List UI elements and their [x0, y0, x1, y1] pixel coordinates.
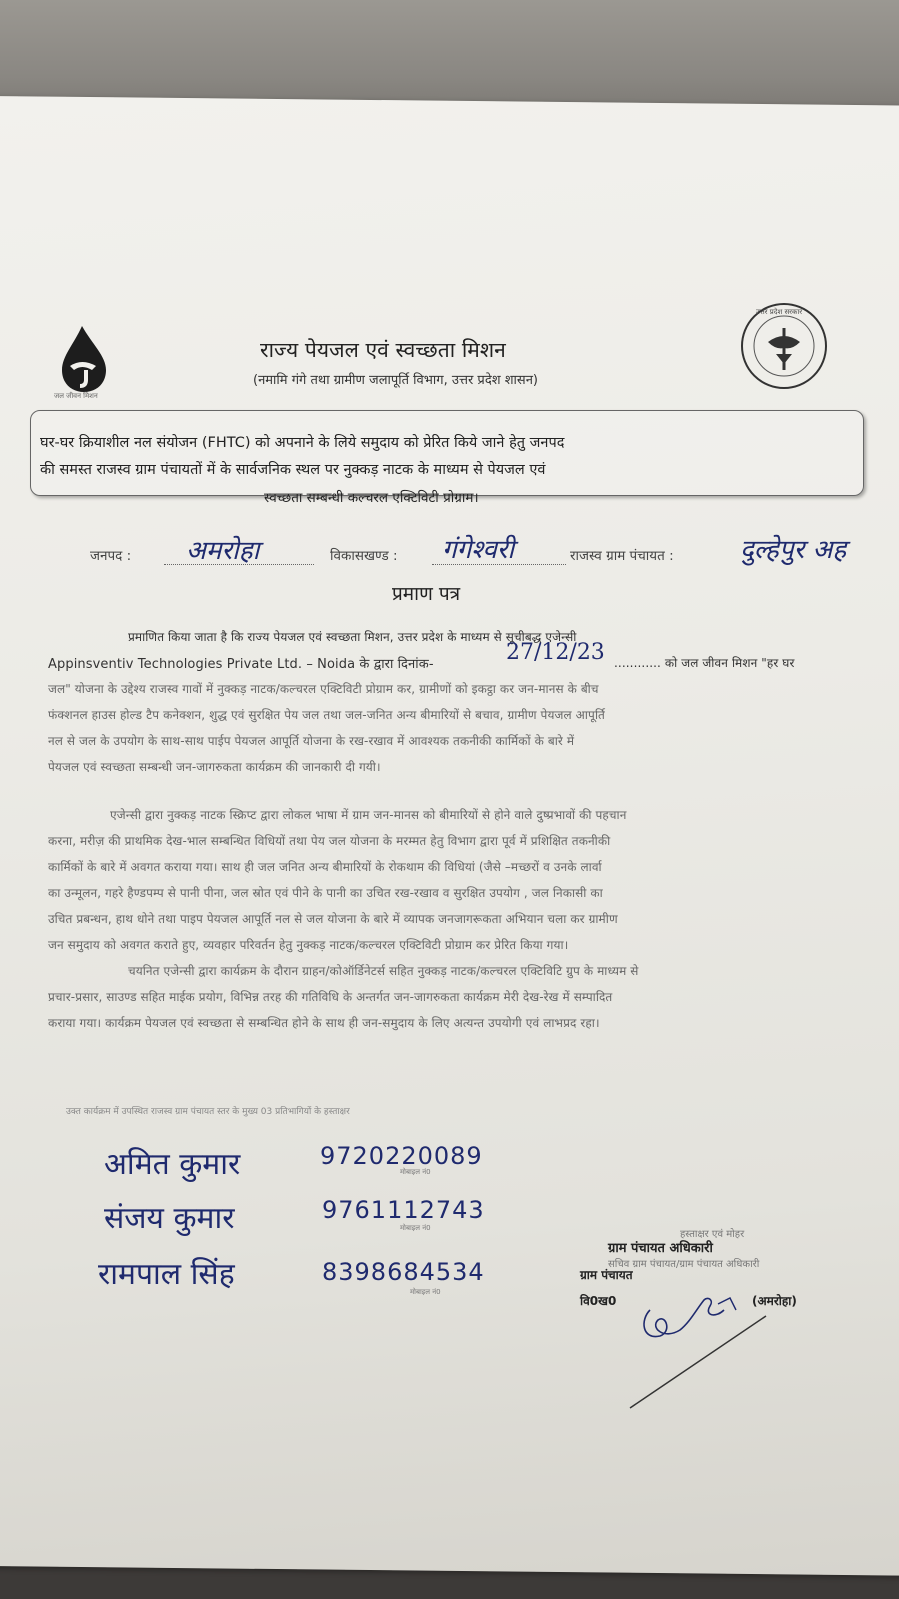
para2-line-2: करना, मरीज़ की प्राथमिक देख-भाल सम्बन्धित विधियों तथा पेय जल योजना के मरम्मत हेतु विभाग द्वारा पूर्व में प्रशिक्षित तकनीकी: [48, 834, 611, 848]
banner-line-3: स्वच्छता सम्बन्धी कल्चरल एक्टिविटी प्रोग्राम।: [264, 490, 479, 506]
block-label: विकासखण्ड :: [330, 548, 398, 564]
certificate-title: प्रमाण पत्र: [392, 583, 461, 605]
para1-line-2a: Appinsventiv Technologies Private Ltd. – Noida के द्वारा दिनांक-: [48, 657, 434, 672]
district-value: अमरोहा: [186, 536, 260, 566]
jal-jeevan-mission-logo: [52, 322, 122, 402]
banner-line-2: की समस्त राजस्व ग्राम पंचायतों में के सार्वजनिक स्थल पर नुक्कड़ नाटक के माध्यम से पेयजल एवं: [40, 462, 546, 478]
mission-subtitle: (नमामि गंगे तथा ग्रामीण जलापूर्ति विभाग, उत्तर प्रदेश शासन): [253, 373, 538, 388]
banner-line-1: घर-घर क्रियाशील नल संयोजन (FHTC) को अपनाने के लिये समुदाय को प्रेरित किये जाने हेतु जनपद: [40, 435, 565, 451]
participant-3-phone: 8398684534: [322, 1258, 485, 1286]
para2-line-4: का उन्मूलन, गहरे हैण्डपम्प से पानी पीना, जल स्रोत एवं पीने के पानी का उचित रख-रखाव व सुरक्षित उपयोग , जल निकासी का: [48, 886, 603, 900]
signature-caption: हस्ताक्षर एवं मोहर: [680, 1229, 745, 1240]
para1-line-5: नल से जल के उपयोग के साथ-साथ पाईप पेयजल आपूर्ति योजना के रख-रखाव में आवश्यक तकनीकी कार्मिकों के बारे में: [48, 734, 575, 748]
para1-line-2b: ............ को जल जीवन मिशन "हर घर: [614, 656, 795, 670]
para1-line-3: जल" योजना के उद्देश्य राजस्व गावों में नुक्कड़ नाटक/कल्चरल एक्टिविटी प्रोग्राम कर, ग्रामीणों को इकट्ठा कर जन-मानस के बीच: [48, 682, 599, 696]
participant-1-phone: 9720220089: [320, 1142, 483, 1170]
background-top: [0, 0, 899, 110]
logo-caption: जल जीवन मिशन: [54, 392, 98, 400]
participant-3-name: रामपाल सिंह: [98, 1257, 235, 1292]
para2-line-5: उचित प्रबन्धन, हाथ धोने तथा पाइप पेयजल आपूर्ति नल से जल योजना के बारे में व्यापक जनजागरूकता अभियान चला कर ग्रामीण: [48, 912, 618, 926]
para1-line-1: प्रमाणित किया जाता है कि राज्य पेयजल एवं स्वच्छता मिशन, उत्तर प्रदेश के माध्यम से सूचीबद्ध एजेन्सी: [128, 630, 577, 644]
para1-line-4: फंक्शनल हाउस होल्ड टैप कनेक्शन, शुद्ध एवं सुरक्षित पेय जल तथा जल-जनित अन्य बीमारियों से बचाव, ग्रामीण पेयजल आपूर्ति: [48, 708, 606, 722]
program-banner: [30, 410, 864, 496]
stamp-line-3: वि0ख0: [580, 1294, 617, 1308]
stamp-line-1: ग्राम पंचायत अधिकारी: [608, 1241, 713, 1256]
para2-line-3: कार्मिकों के बारे में अवगत कराया गया। साथ ही जल जनित अन्य बीमारियों के रोकथाम की विधियां (जैसे –मच्छरों व उनके लार्वा: [48, 860, 602, 874]
gram-panchayat-value: दुल्हेपुर अह: [740, 535, 847, 565]
up-govt-emblem: [738, 300, 830, 392]
officer-signature: [620, 1270, 780, 1410]
participant-1-phone-label: मोबाइल नं0: [400, 1168, 431, 1176]
gram-panchayat-label: राजस्व ग्राम पंचायत :: [570, 548, 674, 564]
district-label: जनपद :: [90, 548, 132, 564]
participant-3-phone-label: मोबाइल नं0: [410, 1288, 441, 1296]
participant-2-phone-label: मोबाइल नं0: [400, 1224, 431, 1232]
para1-line-6: पेयजल एवं स्वच्छता सम्बन्धी जन-जागरुकता कार्यक्रम की जानकारी दी गयी।: [48, 760, 381, 774]
participants-note: उक्त कार्यक्रम में उपस्थित राजस्व ग्राम पंचायत स्तर के मुख्य 03 प्रतिभागियों के हस्ताक्षर: [66, 1107, 350, 1117]
program-date: 27/12/23: [506, 640, 605, 665]
block-value: गंगेश्वरी: [442, 535, 515, 565]
para2-line-1: एजेन्सी द्वारा नुक्कड़ नाटक स्क्रिप्ट द्वारा लोकल भाषा में ग्राम जन-मानस को बीमारियों से होने वाले दुष्प्रभावों की पहचान: [110, 808, 627, 822]
para3-line-2: प्रचार-प्रसार, साउण्ड सहित माईक प्रयोग, विभिन्न तरह की गतिविधि के अन्तर्गत जन-जागरुकता कार्यक्रम मेरी देख-रेख में सम्पादित: [48, 990, 613, 1004]
participant-1-name: अमित कुमार: [104, 1147, 241, 1182]
stamp-line-2: ग्राम पंचायत: [580, 1268, 633, 1282]
participant-2-name: संजय कुमार: [104, 1201, 235, 1236]
para2-line-6: जन समुदाय को अवगत कराते हुए, व्यवहार परिवर्तन हेतु नुक्कड़ नाटक/कल्चरल एक्टिविटी प्रोग्राम कर प्रेरित किया गया।: [48, 938, 569, 952]
mission-title: राज्य पेयजल एवं स्वच्छता मिशन: [260, 338, 506, 362]
stamp-district: (अमरोहा): [752, 1294, 797, 1308]
participant-2-phone: 9761112743: [322, 1196, 485, 1224]
para3-line-1: चयनित एजेन्सी द्वारा कार्यक्रम के दौरान ग्राहन/कोऑर्डिनेटर्स सहित नुक्कड़ नाटक/कल्चरल एक्टिविटि ग्रुप के माध्यम से: [128, 964, 639, 978]
para3-line-3: कराया गया। कार्यक्रम पेयजल एवं स्वच्छता से सम्बन्धित होने के साथ ही जन-समुदाय के लिए अत्यन्त उपयोगी एवं लाभप्रद रहा।: [48, 1016, 600, 1030]
emblem-text: उत्तर प्रदेश सरकार: [756, 308, 803, 316]
signatory-role-printed: सचिव ग्राम पंचायत/ग्राम पंचायत अधिकारी: [608, 1259, 760, 1270]
